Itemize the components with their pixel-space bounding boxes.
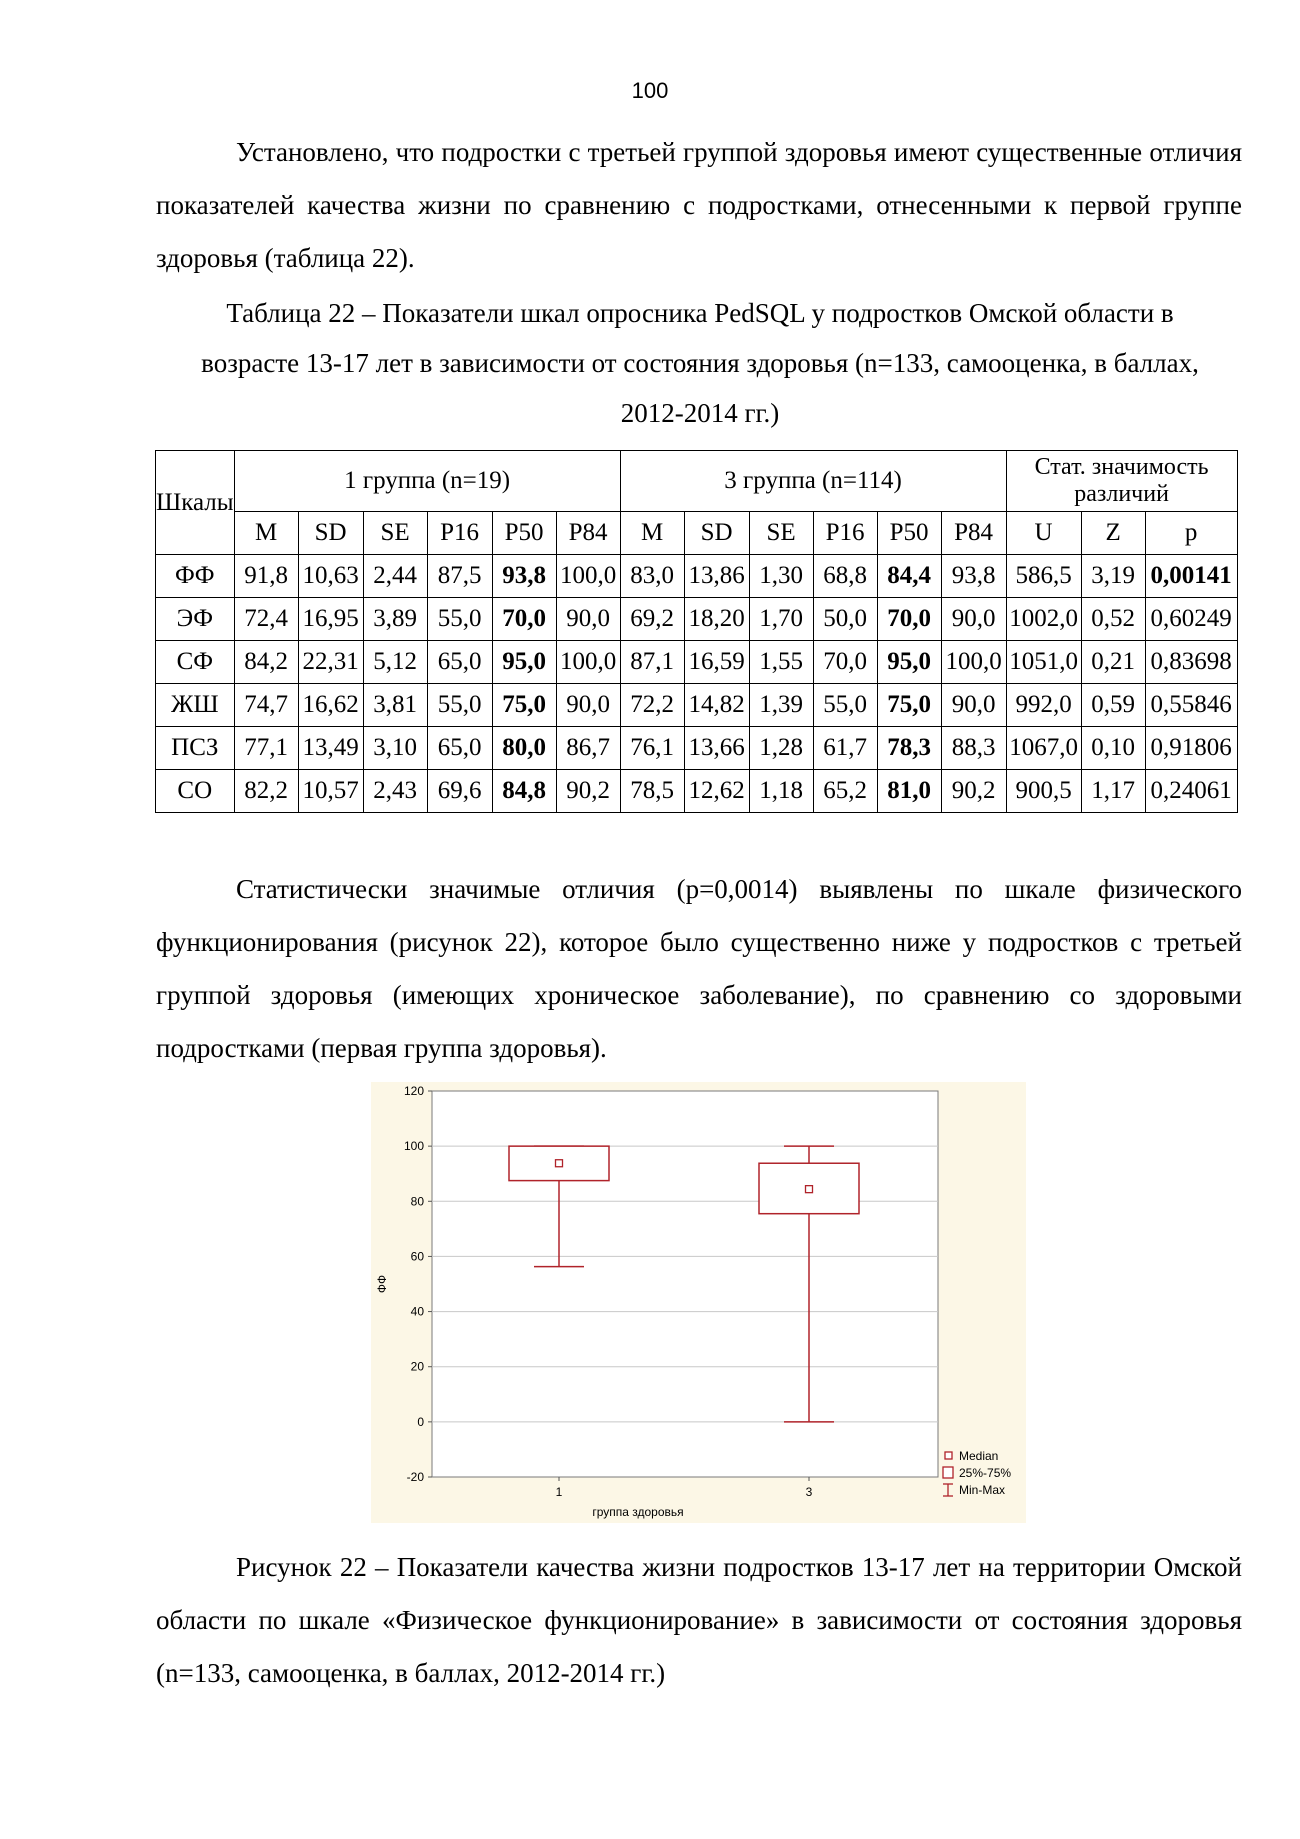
table-cell: 10,63 [298, 555, 363, 598]
table-cell: 1,30 [749, 555, 813, 598]
table-cell: 1,70 [749, 598, 813, 641]
table-cell: 3,89 [363, 598, 427, 641]
table-cell: 72,4 [234, 598, 298, 641]
table-cell: 3,19 [1081, 555, 1145, 598]
scale-name-cell: СО [156, 770, 235, 813]
x-tick-label: 1 [555, 1485, 563, 1499]
table-cell: 0,00141 [1145, 555, 1237, 598]
scale-name-cell: СФ [156, 641, 235, 684]
table-cell: 16,95 [298, 598, 363, 641]
table-cell: 0,52 [1081, 598, 1145, 641]
table-cell: 586,5 [1006, 555, 1081, 598]
table-subheader-row [156, 512, 1238, 555]
scale-name-cell: ПСЗ [156, 727, 235, 770]
table-cell: 0,21 [1081, 641, 1145, 684]
table-cell: 78,3 [877, 727, 941, 770]
table-cell: 70,0 [492, 598, 556, 641]
scale-header: Шкалы [156, 451, 235, 555]
table-cell: 992,0 [1006, 684, 1081, 727]
table-cell: 1,18 [749, 770, 813, 813]
table-row [156, 684, 1238, 727]
legend-median-icon [945, 1452, 952, 1459]
table-cell: 61,7 [813, 727, 877, 770]
table-cell: 1,39 [749, 684, 813, 727]
table-cell: 2,43 [363, 770, 427, 813]
subheader-cell: P84 [556, 512, 620, 555]
median-marker [556, 1160, 563, 1167]
table-cell: 80,0 [492, 727, 556, 770]
table-cell: 2,44 [363, 555, 427, 598]
table-cell: 65,0 [427, 641, 492, 684]
y-tick-label: 0 [417, 1414, 424, 1429]
y-tick-label: 40 [410, 1304, 424, 1319]
table-cell: 100,0 [556, 555, 620, 598]
table-cell: 0,55846 [1145, 684, 1237, 727]
median-marker [806, 1186, 813, 1193]
y-tick-label: 60 [410, 1249, 424, 1264]
page-number: 100 [631, 78, 669, 103]
table-cell: 83,0 [620, 555, 684, 598]
table-cell: 69,6 [427, 770, 492, 813]
table-cell: 100,0 [941, 641, 1006, 684]
table-cell: 65,2 [813, 770, 877, 813]
table-cell: 90,2 [941, 770, 1006, 813]
table-row [156, 555, 1238, 598]
table-cell: 16,59 [684, 641, 749, 684]
table-cell: 10,57 [298, 770, 363, 813]
table-cell: 90,2 [556, 770, 620, 813]
subheader-cell: SD [298, 512, 363, 555]
group1-header: 1 группа (n=19) [234, 451, 620, 512]
subheader-cell: P50 [877, 512, 941, 555]
y-tick-label: 20 [410, 1359, 424, 1374]
subheader-cell: P16 [427, 512, 492, 555]
plot-area [432, 1091, 938, 1477]
figure-caption: Рисунок 22 – Показатели качества жизни подростков 13-17 лет на территории Омской области по шкале «Физическое функционирование» в зависимости от состояния здоровья (n=133, самооценка, в баллах, 2012-2014 гг.) [156, 1552, 1242, 1688]
table-row [156, 727, 1238, 770]
table-cell: 76,1 [620, 727, 684, 770]
table-cell: 95,0 [492, 641, 556, 684]
table-cell: 1,17 [1081, 770, 1145, 813]
table-cell: 93,8 [941, 555, 1006, 598]
table-cell: 65,0 [427, 727, 492, 770]
subheader-cell: M [620, 512, 684, 555]
scale-name-cell: ФФ [156, 555, 235, 598]
table-cell: 88,3 [941, 727, 1006, 770]
table-row [156, 598, 1238, 641]
table-cell: 74,7 [234, 684, 298, 727]
table-cell: 1002,0 [1006, 598, 1081, 641]
subheader-cell: P16 [813, 512, 877, 555]
table-cell: 72,2 [620, 684, 684, 727]
table-row [156, 641, 1238, 684]
table-cell: 87,5 [427, 555, 492, 598]
table-cell: 12,62 [684, 770, 749, 813]
table-cell: 70,0 [877, 598, 941, 641]
intro-paragraph: Установлено, что подростки с третьей группой здоровья имеют существенные отличия показателей качества жизни по сравнению с подростками, отнесенными к первой группе здоровья (таблица 22). [156, 137, 1242, 273]
results-paragraph: Статистически значимые отличия (p=0,0014) выявлены по шкале физического функционирования (рисунок 22), которое было существенно ниже у подростков с третьей группой здоровья (имеющих хроническое заболевание), по сравнению со здоровыми подростками (первая группа здоровья). [156, 874, 1242, 1063]
legend-box-label: 25%-75% [959, 1466, 1012, 1480]
table-cell: 93,8 [492, 555, 556, 598]
table-cell: 0,10 [1081, 727, 1145, 770]
table-cell: 22,31 [298, 641, 363, 684]
table-cell: 90,0 [556, 684, 620, 727]
legend-minmax-label: Min-Max [959, 1483, 1006, 1497]
table-cell: 75,0 [492, 684, 556, 727]
stat-header: Стат. значимость различий [1006, 451, 1237, 512]
subheader-cell: P84 [941, 512, 1006, 555]
subheader-cell: p [1145, 512, 1237, 555]
table-cell: 90,0 [941, 598, 1006, 641]
table-cell: 5,12 [363, 641, 427, 684]
table-cell: 90,0 [556, 598, 620, 641]
table-cell: 0,91806 [1145, 727, 1237, 770]
subheader-cell: M [234, 512, 298, 555]
table-cell: 55,0 [427, 684, 492, 727]
table-row [156, 770, 1238, 813]
table-cell: 84,4 [877, 555, 941, 598]
table-cell: 81,0 [877, 770, 941, 813]
table-cell: 0,83698 [1145, 641, 1237, 684]
x-tick-label: 3 [805, 1485, 813, 1499]
scale-name-cell: ЖШ [156, 684, 235, 727]
subheader-cell: SE [749, 512, 813, 555]
table-cell: 68,8 [813, 555, 877, 598]
table-caption: Таблица 22 – Показатели шкал опросника PedSQL у подростков Омской области в возрасте 13-17 лет в зависимости от состояния здоровья (n=133, самооценка, в баллах, 2012-2014 гг.) [201, 298, 1199, 428]
table-cell: 0,60249 [1145, 598, 1237, 641]
pedsql-table [155, 450, 1238, 813]
table-cell: 1051,0 [1006, 641, 1081, 684]
table-cell: 13,49 [298, 727, 363, 770]
table-cell: 3,81 [363, 684, 427, 727]
table-cell: 3,10 [363, 727, 427, 770]
y-tick-label: 100 [403, 1139, 424, 1154]
table-cell: 1,28 [749, 727, 813, 770]
table-cell: 13,66 [684, 727, 749, 770]
table-cell: 84,8 [492, 770, 556, 813]
table-cell: 55,0 [813, 684, 877, 727]
table-cell: 100,0 [556, 641, 620, 684]
table-cell: 18,20 [684, 598, 749, 641]
boxplot-chart [371, 1082, 1026, 1523]
subheader-cell: P50 [492, 512, 556, 555]
table-cell: 16,62 [298, 684, 363, 727]
subheader-cell: Z [1081, 512, 1145, 555]
table-cell: 70,0 [813, 641, 877, 684]
subheader-cell: SD [684, 512, 749, 555]
subheader-cell: SE [363, 512, 427, 555]
table-cell: 69,2 [620, 598, 684, 641]
table-cell: 50,0 [813, 598, 877, 641]
table-cell: 77,1 [234, 727, 298, 770]
table-cell: 0,24061 [1145, 770, 1237, 813]
table-cell: 86,7 [556, 727, 620, 770]
table-header-row [156, 451, 1238, 512]
table-cell: 91,8 [234, 555, 298, 598]
y-tick-label: 80 [410, 1194, 424, 1209]
table-cell: 900,5 [1006, 770, 1081, 813]
legend-box-icon [943, 1467, 953, 1478]
scale-name-cell: ЭФ [156, 598, 235, 641]
table-cell: 90,0 [941, 684, 1006, 727]
table-cell: 84,2 [234, 641, 298, 684]
table-cell: 82,2 [234, 770, 298, 813]
legend-median-label: Median [959, 1449, 999, 1463]
table-cell: 55,0 [427, 598, 492, 641]
x-axis-label: группа здоровья [592, 1505, 684, 1519]
table-cell: 1067,0 [1006, 727, 1081, 770]
table-cell: 13,86 [684, 555, 749, 598]
table-cell: 78,5 [620, 770, 684, 813]
table-cell: 95,0 [877, 641, 941, 684]
table-cell: 14,82 [684, 684, 749, 727]
y-tick-label: 120 [403, 1084, 424, 1098]
y-tick-label: -20 [406, 1470, 424, 1484]
table-cell: 0,59 [1081, 684, 1145, 727]
table-cell: 75,0 [877, 684, 941, 727]
table-cell: 1,55 [749, 641, 813, 684]
y-axis-label: ФФ [375, 1274, 389, 1294]
table-cell: 87,1 [620, 641, 684, 684]
subheader-cell: U [1006, 512, 1081, 555]
group3-header: 3 группа (n=114) [620, 451, 1006, 512]
